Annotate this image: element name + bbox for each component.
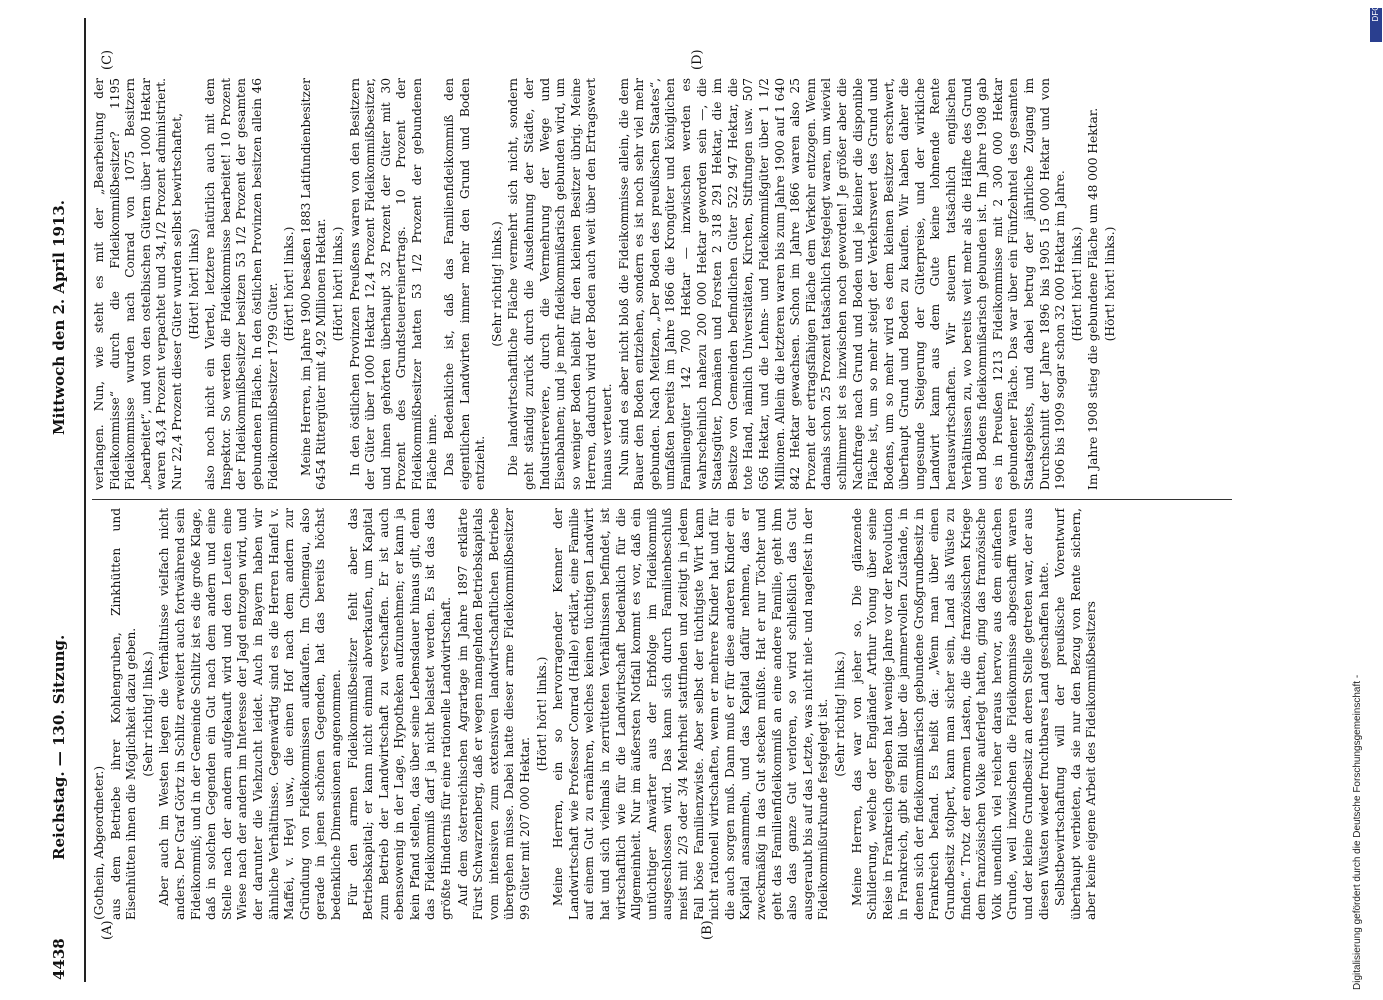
header-rule: [84, 18, 86, 982]
paragraph: Meine Herren, ein so hervorragender Kenner der Landwirtschaft wie Professor Conrad (Halle) erklärt, eine Familie auf einem Gut zu ernähren, welches keinen tüchtigen Landwirt hat und sich vielmals in zerrütteten Verhältnissen befindet, ist wirtschaftlich wie für die Landwirtschaft bedenklich für die Allgemeinheit. Nur im äußersten Notfall kommt es vor, daß ein untüchtiger Anwärter aus der Erbfolge im Fideikommiß ausgeschlossen wird. Das kann sich durch Familienbeschluß meist mit 2/3 oder 3/4 Mehrheit stattfinden und zeitigt in jedem Fall böse Familienzwiste. Aber selbst der tüchtigste Wirt kann nicht rationell wirtschaften, wenn er mehrere Kinder hat und für die auch sorgen muß. Dann muß er für diese anderen Kinder ein Kapital ansammeln, und das Kapital dafür nehmen, das er zweckmäßig in das Gut stecken müßte. Hat er nur Töchter und geht das Familienfideikommiß an eine andere Familie, geht ihm also das ganze Gut verloren, so wird schließlich das Gut ausgeraubt bis auf das Letzte, was nicht niet- und nagelfest in der Fideikommißurkunde festgelegt ist.: [551, 508, 831, 920]
running-title-left: Reichstag. — 130. Sitzung.: [50, 634, 68, 860]
paragraph: also noch nicht ein Viertel, letztere natürlich auch mit dem Inspektor. So werden die Fideikommisse bearbeitet! 10 Prozent der Fideikommißbesitzer besitzen 53 1/2 Prozent der gesamten gebundenen Fläche. In den östlichen Provinzen besitzen allein 46 Fideikommißbesitzer 1799 Güter.: [203, 78, 280, 490]
page-number: 4438: [50, 938, 68, 980]
dfg-logo: [1370, 4, 1382, 42]
paragraph: In den östlichen Provinzen Preußens waren von den Besitzern der Güter über 1000 Hektar 12,4 Prozent Fideikommißbesitzer, und ihnen gehörten überhaupt 32 Prozent der Güter mit 30 Prozent des Grundsteuerreinertrags. 10 Prozent der Fideikommißbesitzer hatten 53 1/2 Prozent der gebundenen Fläche inne.: [347, 78, 440, 490]
interjection: (Sehr richtig! links.): [832, 651, 847, 777]
paragraph: Selbstbewirtschaftung will der preußische Vorentwurf überhaupt verbieten, da sie nur den Bezug von Rente sichern, aber keine eigene Arbeit des Fideikommißbesitzers: [1053, 508, 1099, 920]
paragraph: Auf dem österreichischen Agrartage im Jahre 1897 erklärte Fürst Schwarzenberg, daß er wegen mangelnden Betriebskapitals vom intensiven zum extensiven landwirtschaftlichen Betriebe übergehen müsse. Dabei hatte dieser arme Fideikommißbesitzer 99 Güter mit 207 000 Hektar.: [455, 508, 533, 920]
paragraph: Nun sind es aber nicht bloß die Fideikommisse allein, die dem Bauer den Boden entziehen, sondern es ist noch sehr viel mehr gebunden. Nach Meitzen, „Der Boden des preußischen Staates“, umfaßten bereits im Jahre 1866 die Krongüter und königlichen Familiengüter 142 700 Hektar — inzwischen werden es wahrscheinlich nahezu 200 000 Hektar geworden sein —, die Staatsgüter, Domänen und Forsten 2 318 291 Hektar, die im Besitze von Gemeinden befindlichen Güter 522 947 Hektar, die tote Hand, nämlich Universitäten, Kirchen, Stiftungen usw. 507 656 Hektar, und die Lehns- und Fideikommißgüter über 1 1/2 Millionen. Allein die letzteren waren bis zum Jahre 1900 auf 1 640 842 Hektar gewachsen. Schon im Jahre 1866 waren also 25 Prozent der ertragsfähigen Fläche dem Verkehr entzogen. Wenn damals schon 25 Prozent tatsächlich festgelegt waren, um wieviel schlimmer ist es inzwischen noch geworden! Je größer aber die Nachfrage nach Grund und Boden und je kleiner die disponible Fläche ist, um so mehr steigt der Verkehrswert des Grund und Bodens, um so mehr wird es dem kleinen Besitzer erschwert, überhaupt Grund und Boden zu kaufen. Wir haben daher die ungesunde Steigerung der Güterpreise, und der wirkliche Landwirt kann aus dem Gute keine lohnende Rente herauswirtschaften. Wir steuern tatsächlich englischen Verhältnissen zu, wo bereits weit mehr als die Hälfte des Grund und Bodens fideikommißarisch gebunden ist. Im Jahre 1908 gab es in Preußen 1213 Fideikommisse mit 2 300 000 Hektar gebundener Fläche. Das war über ein Fünfzehntel des gesamten Staatsgebiets, und dabei betrug der jährliche Zugang im Durchschnitt der Jahre 1896 bis 1905 15 000 Hektar und von 1906 bis 1909 sogar schon 32 000 Hektar im Jahre.: [616, 78, 1068, 490]
interjection: (Hört! hört! links.): [534, 656, 549, 772]
interjection: (Hört! hört! links.): [330, 226, 345, 342]
right-text-column: [92, 78, 1232, 490]
paragraph: (Gothein, Abgeordneter.): [92, 765, 106, 920]
paragraph: Aber auch im Westen liegen die Verhältnisse vielfach nicht anders. Der Graf Görtz in Schlitz erweitert auch fortwährend sein Fideikommiß; und in der Gemeinde Schlitz ist es die große Klage, daß in solchen Gegenden ein Gut nach dem andern und eine Stelle nach der andern aufgekauft wird und den Leuten eine Wiese nach der andern im Interesse der Jagd entzogen wird, und der darunter die Viehzucht leidet. Auch in Bayern haben wir ähnliche Verhältnisse. Gegenwärtig sind es die Herren Hanfel v. Maffei, v. Heyl usw., die einen Hof nach dem andern zur Gründung von Fideikommissen aufkaufen. Im Chiemgau, also gerade in jenen schönen Gegenden, hat das bereits höchst bedenkliche Dimensionen angenommen.: [157, 508, 343, 920]
paragraph: Die landwirtschaftliche Fläche vermehrt sich nicht, sondern geht ständig zurück durch die Ausdehnung der Städte, der Industriereviere, durch die Vermehrung der Wege und Eisenbahnen; und je mehr fideikommißarisch gebunden wird, um so weniger Boden bleibt für den kleinen Besitzer übrig. Meine Herren, dadurch wird der Boden auch weit über den Ertragswert hinaus verteuert.: [506, 78, 614, 490]
paragraph: aus dem Betriebe ihrer Kohlengruben, Zinkhütten und Eisenhütten ihnen die Möglichkeit dazu geben.: [108, 508, 139, 920]
margin-marker-b: (B): [700, 920, 715, 940]
paragraph: Im Jahre 1908 stieg die gebundene Fläche um 48 000 Hektar.: [1086, 107, 1101, 490]
interjection: (Sehr richtig! links.): [140, 651, 155, 777]
dfg-logo-label: DFG: [1371, 4, 1380, 22]
paragraph: verlangen. Nun, wie steht es mit der „Bearbeitung der Fideikommisse“ durch die Fideikommißbesitzer? 1195 Fideikommisse wurden nach Conrad von 1075 Besitzern „bearbeitet“, und von den ostelbischen Gütern über 1000 Hektar waren 43,4 Prozent verpachtet und 34,1/2 Prozent administriert. Nur 22,4 Prozent dieser Güter wurden selbst bewirtschaftet,: [92, 78, 184, 490]
paragraph: Meine Herren, das war von jeher so. Die glänzende Schilderung, welche der Engländer Arthur Young über seine Reise in Frankreich gegeben hat wenige Jahre vor der Revolution in Frankreich, gibt ein Bild über die jammervollen Zustände, in denen sich der fideikommißarisch gebundene Großgrundbesitz in Frankreich befand. Es heißt da: „Wenn man über einen Grundbesitz stolpert, kann man sicher sein, Land als Wüste zu finden.“ Trotz der enormen Lasten, die die französischen Kriege dem französischen Volke auferlegt hatten, ging das französische Volk unendlich viel reicher daraus hervor, aus dem einfachen Grunde, weil inzwischen die Fideikommisse abgeschafft waren und der kleine Grundbesitz an deren Stelle getreten war, der aus diesen Wüsten wieder fruchtbares Land geschaffen hatte.: [849, 508, 1051, 920]
interjection: (Hört! hört! links.): [1069, 226, 1084, 342]
margin-marker-c: (C): [100, 49, 115, 70]
running-title-right: Mittwoch den 2. April 1913.: [50, 200, 68, 435]
interjection: (Hört! hört! links): [186, 228, 201, 340]
digitization-sidebar: [1347, 10, 1369, 990]
margin-marker-d: (D): [690, 49, 705, 70]
paragraph: Das Bedenkliche ist, daß das Familienfideikommiß den eigentlichen Landwirten immer mehr den Grund und Boden entzieht.: [442, 78, 488, 490]
interjection: (Hört! hört! links.): [282, 226, 297, 342]
paragraph: Für den armen Fideikommißbesitzer fehlt aber das Betriebskapital; er kann nicht einmal abverkaufen, um Kapital zum Betrieb der Landwirtschaft zu verschaffen. Er ist auch ebensowenig in der Lage, Hypotheken aufzunehmen; er kann ja kein Pfand stellen, das über seine Lebensdauer hinaus gilt, denn das Fideikommiß darf ja nicht belastet werden. Es ist das das größte Hindernis für eine rationelle Landwirtschaft.: [345, 508, 454, 920]
interjection: (Sehr richtig! links.): [489, 221, 504, 347]
margin-marker-a: (A): [100, 920, 115, 940]
digitization-note: Digitalisierung gefördert durch die Deutsche Forschungsgemeinschaft -: [1352, 674, 1363, 990]
paragraph: Meine Herren, im Jahre 1900 besaßen 1883 Latifundienbesitzer 6454 Rittergüter mit 4,92 Millionen Hektar.: [298, 78, 329, 490]
interjection: (Hört! hört! links.): [1103, 226, 1117, 342]
left-text-column: [92, 508, 1232, 920]
column-divider: [92, 499, 1232, 500]
